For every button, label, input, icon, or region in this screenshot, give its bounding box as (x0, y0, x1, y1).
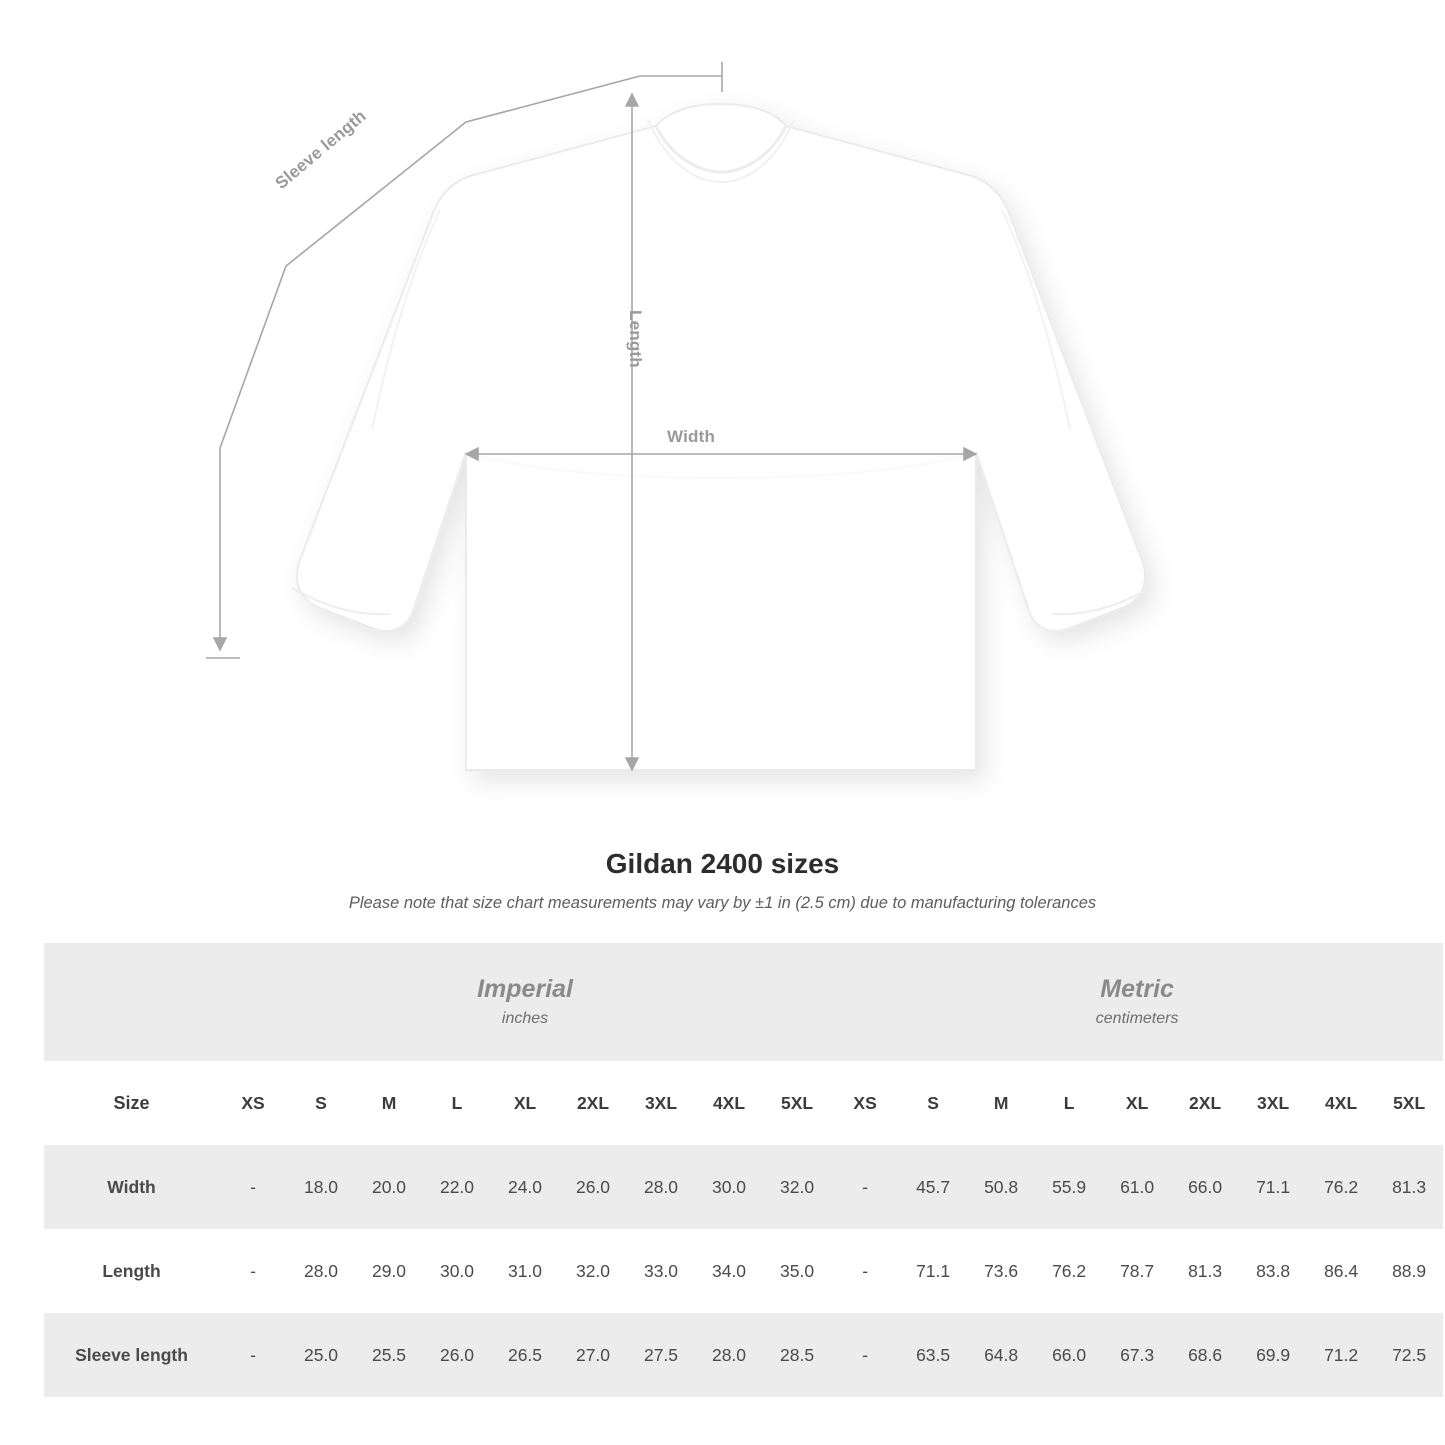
header-size-4xl-metric: 4XL (1307, 1061, 1375, 1145)
header-size-l-metric: L (1035, 1061, 1103, 1145)
cell-sleeve-1: 25.0 (287, 1313, 355, 1397)
unit-group-imperial-sub: inches (501, 1009, 549, 1027)
unit-group-metric (831, 943, 1443, 1061)
table-row (44, 1229, 1443, 1313)
cell-length-4: 31.0 (491, 1229, 559, 1313)
header-size-xs-imperial: XS (219, 1061, 287, 1145)
cell-sleeve-6: 27.5 (627, 1313, 695, 1397)
cell-sleeve-12: 66.0 (1035, 1313, 1103, 1397)
unit-band-spacer (44, 943, 219, 1061)
cell-sleeve-11: 64.8 (967, 1313, 1035, 1397)
cell-sleeve-3: 26.0 (423, 1313, 491, 1397)
table-row (44, 1313, 1443, 1397)
cell-width-4: 24.0 (491, 1145, 559, 1229)
cell-width-8: 32.0 (763, 1145, 831, 1229)
cell-width-13: 61.0 (1103, 1145, 1171, 1229)
header-size-5xl-imperial: 5XL (763, 1061, 831, 1145)
header-size-xl-imperial: XL (491, 1061, 559, 1145)
unit-group-metric-sub: centimeters (1095, 1009, 1179, 1027)
cell-length-15: 83.8 (1239, 1229, 1307, 1313)
cell-length-0: - (219, 1229, 287, 1313)
cell-width-15: 71.1 (1239, 1145, 1307, 1229)
cell-length-14: 81.3 (1171, 1229, 1239, 1313)
sleeve-length-label: Sleeve length (271, 106, 370, 193)
cell-width-9: - (831, 1145, 899, 1229)
cell-sleeve-0: - (219, 1313, 287, 1397)
cell-width-2: 20.0 (355, 1145, 423, 1229)
header-size-3xl-imperial: 3XL (627, 1061, 695, 1145)
cell-width-5: 26.0 (559, 1145, 627, 1229)
cell-width-3: 22.0 (423, 1145, 491, 1229)
row-label-sleeve-length: Sleeve length (44, 1313, 219, 1397)
header-size-m-metric: M (967, 1061, 1035, 1145)
cell-length-16: 86.4 (1307, 1229, 1375, 1313)
cell-length-12: 76.2 (1035, 1229, 1103, 1313)
header-size-3xl-metric: 3XL (1239, 1061, 1307, 1145)
cell-sleeve-7: 28.0 (695, 1313, 763, 1397)
header-size-4xl-imperial: 4XL (695, 1061, 763, 1145)
unit-band-row (44, 943, 1443, 1061)
cell-width-12: 55.9 (1035, 1145, 1103, 1229)
unit-group-imperial (219, 943, 831, 1061)
cell-width-11: 50.8 (967, 1145, 1035, 1229)
cell-length-8: 35.0 (763, 1229, 831, 1313)
cell-length-17: 88.9 (1375, 1229, 1443, 1313)
length-label: Length (626, 310, 645, 368)
cell-width-1: 18.0 (287, 1145, 355, 1229)
cell-length-11: 73.6 (967, 1229, 1035, 1313)
cell-width-6: 28.0 (627, 1145, 695, 1229)
cell-width-7: 30.0 (695, 1145, 763, 1229)
cell-sleeve-17: 72.5 (1375, 1313, 1443, 1397)
cell-sleeve-8: 28.5 (763, 1313, 831, 1397)
unit-group-imperial-name: Imperial (477, 975, 573, 1004)
table-row (44, 1145, 1443, 1229)
size-table-wrapper (0, 943, 1445, 1397)
cell-sleeve-14: 68.6 (1171, 1313, 1239, 1397)
cell-sleeve-13: 67.3 (1103, 1313, 1171, 1397)
header-size-l-imperial: L (423, 1061, 491, 1145)
cell-width-0: - (219, 1145, 287, 1229)
cell-sleeve-10: 63.5 (899, 1313, 967, 1397)
cell-width-16: 76.2 (1307, 1145, 1375, 1229)
header-size-5xl-metric: 5XL (1375, 1061, 1443, 1145)
cell-length-13: 78.7 (1103, 1229, 1171, 1313)
header-size-s-imperial: S (287, 1061, 355, 1145)
header-size-label: Size (44, 1061, 219, 1145)
size-chart-table (44, 943, 1443, 1397)
header-size-m-imperial: M (355, 1061, 423, 1145)
cell-sleeve-15: 69.9 (1239, 1313, 1307, 1397)
cell-length-1: 28.0 (287, 1229, 355, 1313)
header-size-xs-metric: XS (831, 1061, 899, 1145)
header-size-s-metric: S (899, 1061, 967, 1145)
cell-length-6: 33.0 (627, 1229, 695, 1313)
cell-length-7: 34.0 (695, 1229, 763, 1313)
cell-length-10: 71.1 (899, 1229, 967, 1313)
cell-length-3: 30.0 (423, 1229, 491, 1313)
cell-sleeve-4: 26.5 (491, 1313, 559, 1397)
header-size-2xl-imperial: 2XL (559, 1061, 627, 1145)
header-size-2xl-metric: 2XL (1171, 1061, 1239, 1145)
shirt-shape (292, 104, 1150, 770)
row-label-length: Length (44, 1229, 219, 1313)
tolerance-note: Please note that size chart measurements may vary by ±1 in (2.5 cm) due to manufacturing tolerances (348, 894, 1097, 912)
cell-sleeve-5: 27.0 (559, 1313, 627, 1397)
cell-width-10: 45.7 (899, 1145, 967, 1229)
header-size-xl-metric: XL (1103, 1061, 1171, 1145)
cell-length-5: 32.0 (559, 1229, 627, 1313)
page-title: Gildan 2400 sizes (605, 848, 840, 879)
width-label: Width (667, 427, 716, 446)
row-label-width: Width (44, 1145, 219, 1229)
unit-group-metric-name: Metric (1100, 975, 1174, 1004)
table-header-row (44, 1061, 1443, 1145)
cell-length-2: 29.0 (355, 1229, 423, 1313)
chart-heading (0, 848, 1445, 913)
cell-width-14: 66.0 (1171, 1145, 1239, 1229)
cell-sleeve-2: 25.5 (355, 1313, 423, 1397)
cell-length-9: - (831, 1229, 899, 1313)
cell-sleeve-9: - (831, 1313, 899, 1397)
cell-width-17: 81.3 (1375, 1145, 1443, 1229)
cell-sleeve-16: 71.2 (1307, 1313, 1375, 1397)
